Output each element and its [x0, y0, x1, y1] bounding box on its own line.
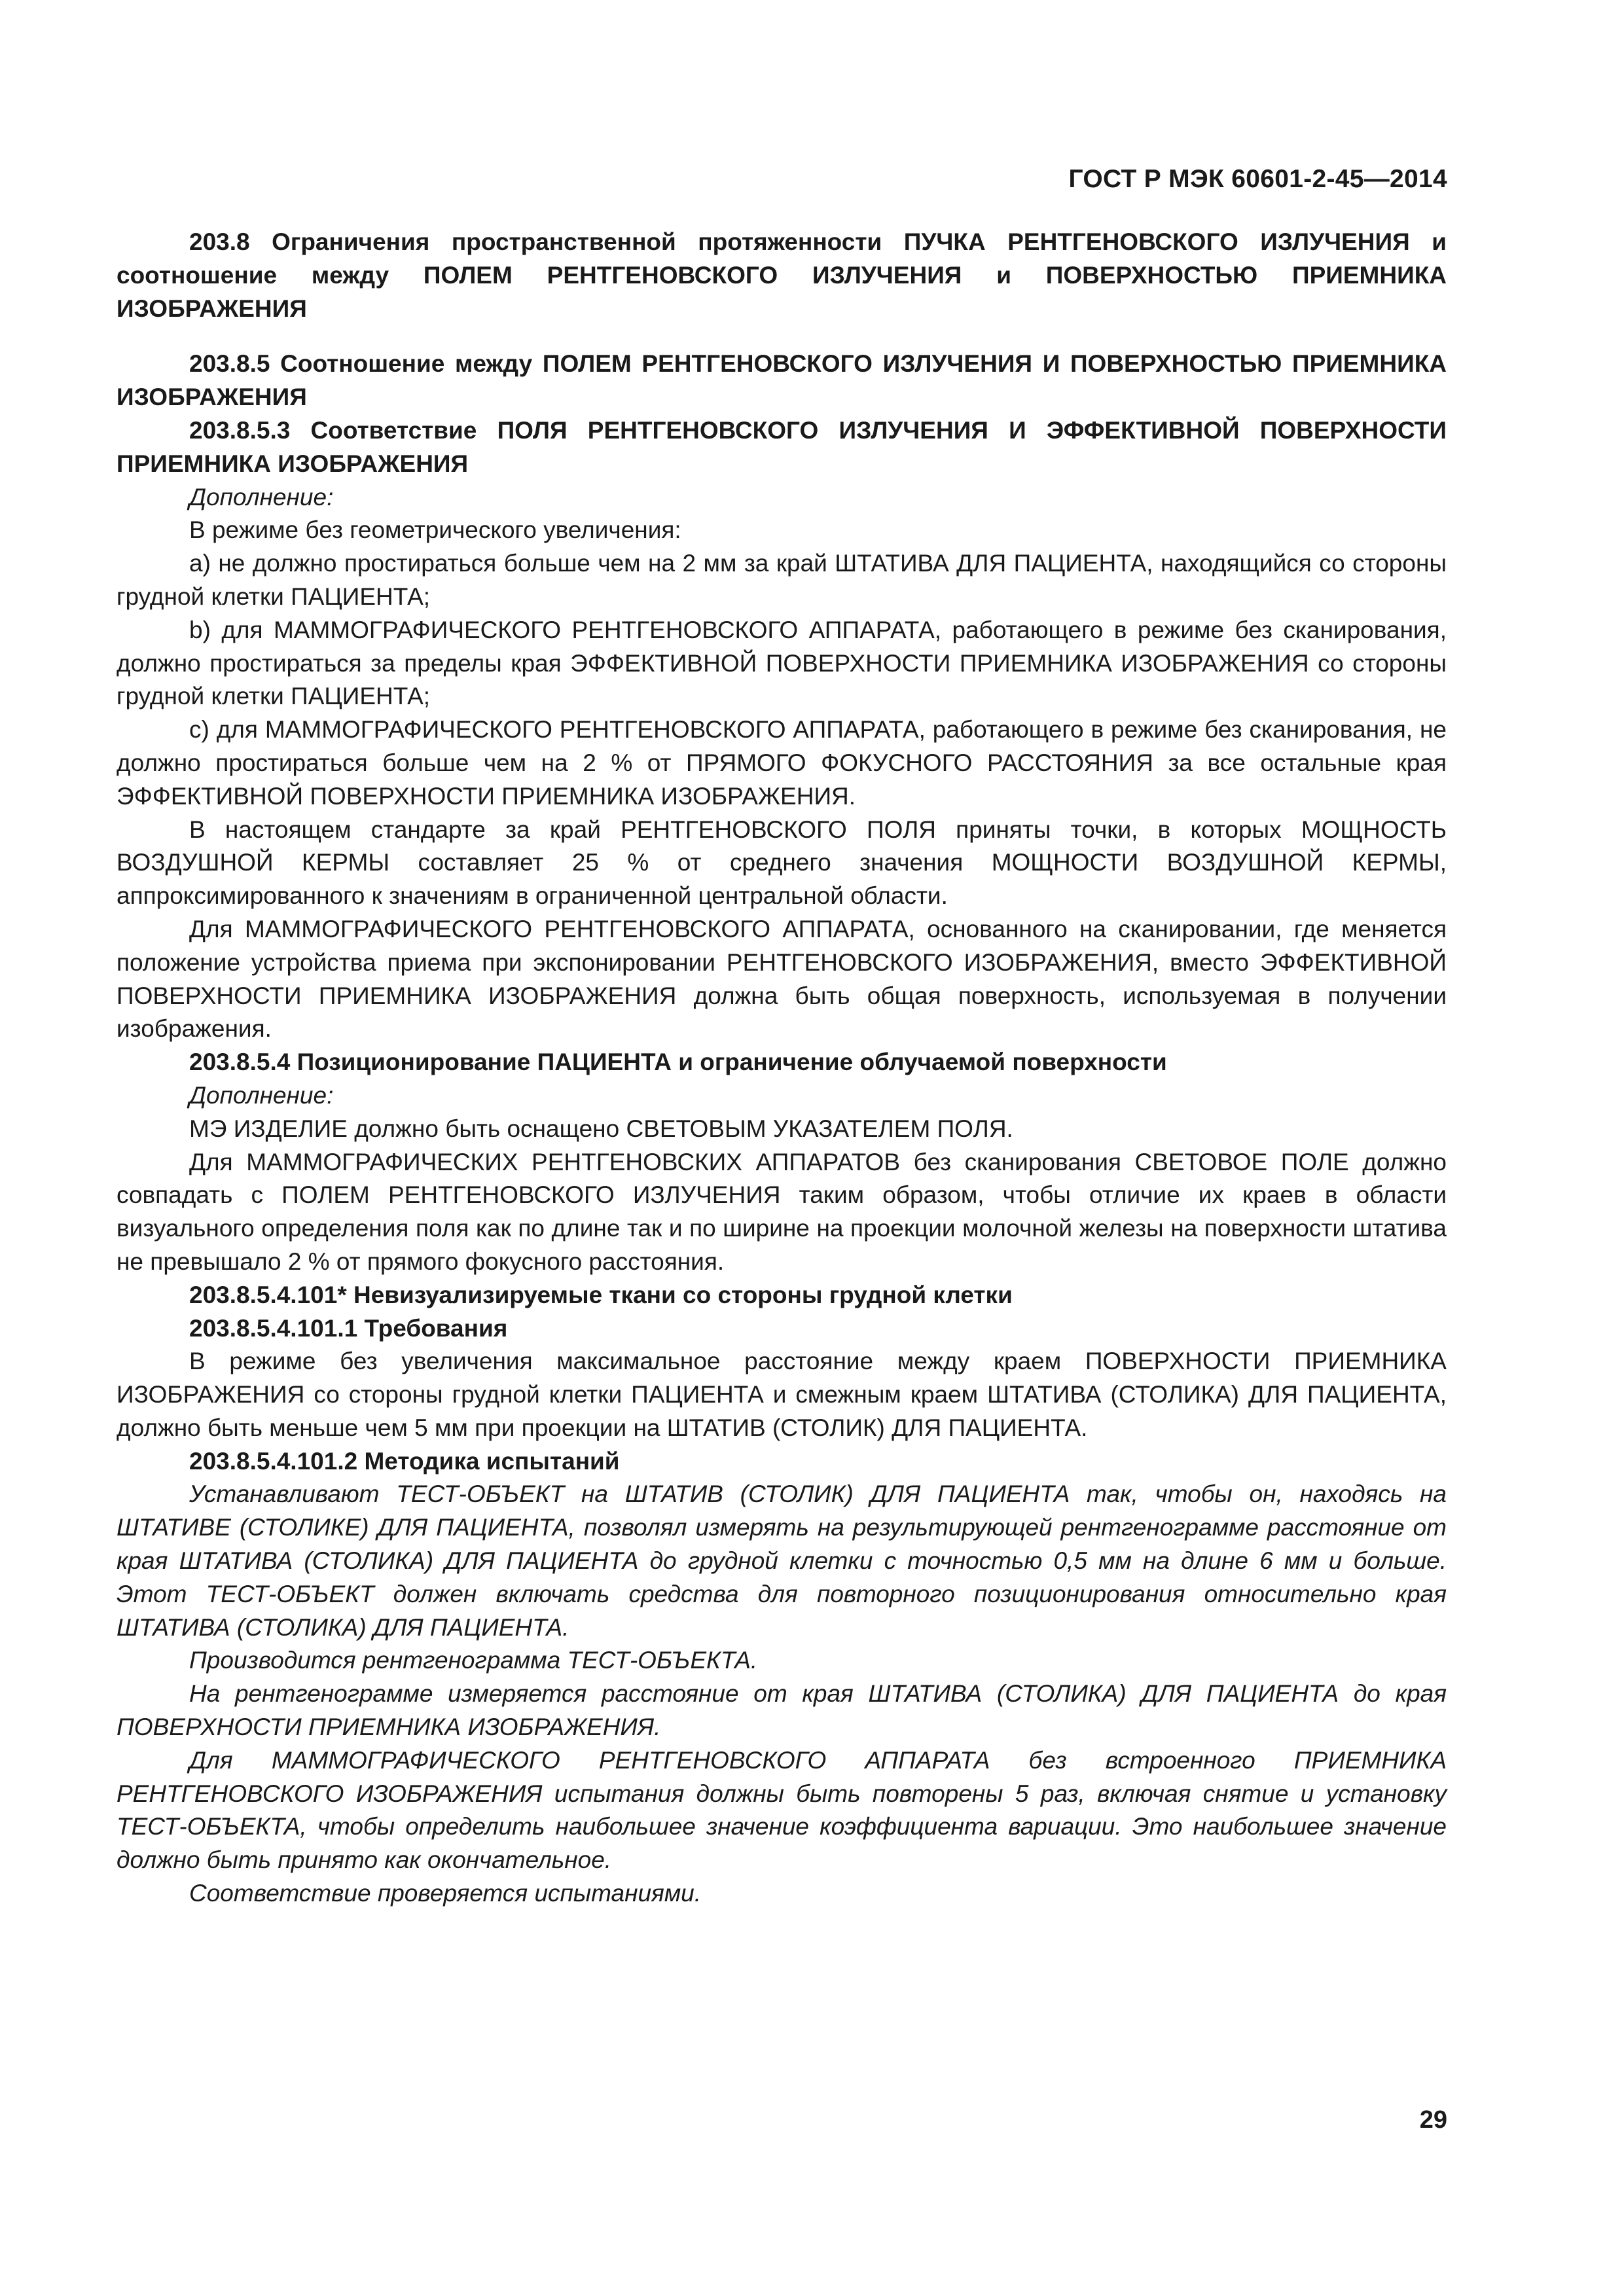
- body-paragraph: Для МАММОГРАФИЧЕСКИХ РЕНТГЕНОВСКИХ АППАРАТОВ без сканирования СВЕТОВОЕ ПОЛЕ должно совпадать с ПОЛЕМ РЕНТГЕНОВСКОГО ИЗЛУЧЕНИЯ таким образом, чтобы отличие их краев в области визуального определения поля как по длине так и по ширине на проекции молочной железы на поверхности штатива не превышало 2 % от прямого фокусного расстояния.: [117, 1148, 1447, 1275]
- test-method-paragraph: Для МАММОГРАФИЧЕСКОГО РЕНТГЕНОВСКОГО АППАРАТА без встроенного ПРИЕМНИКА РЕНТГЕНОВСКОГО ИЗОБРАЖЕНИЯ испытания должны быть повторены 5 раз, включая снятие и установку ТЕСТ-ОБЪЕКТА, чтобы определить наибольшее значение коэффициента вариации. Это наибольшее значение должно быть принято как окончательное.: [117, 1746, 1447, 1874]
- heading-203-8-5: 203.8.5 Соотношение между ПОЛЕМ РЕНТГЕНОВСКОГО ИЗЛУЧЕНИЯ И ПОВЕРХНОСТЬЮ ПРИЕМНИКА ИЗОБРАЖЕНИЯ: [117, 350, 1447, 411]
- list-item-a: а) не должно простираться больше чем на 2 мм за край ШТАТИВА ДЛЯ ПАЦИЕНТА, находящийся со стороны грудной клетки ПАЦИЕНТА;: [117, 550, 1447, 610]
- addition-label: Дополнение:: [189, 1081, 334, 1109]
- body-paragraph: В режиме без геометрического увеличения:: [189, 516, 681, 544]
- heading-203-8-5-3: 203.8.5.3 Соответствие ПОЛЯ РЕНТГЕНОВСКОГО ИЗЛУЧЕНИЯ И ЭФФЕКТИВНОЙ ПОВЕРХНОСТИ ПРИЕМНИКА ИЗОБРАЖЕНИЯ: [117, 416, 1447, 477]
- addition-label: Дополнение:: [189, 483, 334, 511]
- heading-203-8-5-4: 203.8.5.4 Позиционирование ПАЦИЕНТА и ограничение облучаемой поверхности: [189, 1049, 1167, 1076]
- test-method-paragraph: На рентгенограмме измеряется расстояние от края ШТАТИВА (СТОЛИКА) ДЛЯ ПАЦИЕНТА до края ПОВЕРХНОСТИ ПРИЕМНИКА ИЗОБРАЖЕНИЯ.: [117, 1680, 1447, 1741]
- compliance-statement: Соответствие проверяется испытаниями.: [189, 1880, 702, 1907]
- body-paragraph: В режиме без увеличения максимальное расстояние между краем ПОВЕРХНОСТИ ПРИЕМНИКА ИЗОБРАЖЕНИЯ со стороны грудной клетки ПАЦИЕНТА и смежным краем ШТАТИВА (СТОЛИКА) ДЛЯ ПАЦИЕНТА, должно быть меньше чем 5 мм при проекции на ШТАТИВ (СТОЛИК) ДЛЯ ПАЦИЕНТА.: [117, 1348, 1447, 1441]
- page-number: 29: [1419, 2106, 1447, 2134]
- standard-designation: ГОСТ Р МЭК 60601-2-45—2014: [1068, 165, 1447, 193]
- test-method-paragraph: Производится рентгенограмма ТЕСТ-ОБЪЕКТА.: [189, 1647, 758, 1674]
- document-body: [117, 226, 1447, 1910]
- body-paragraph: В настоящем стандарте за край РЕНТГЕНОВСКОГО ПОЛЯ приняты точки, в которых МОЩНОСТЬ ВОЗДУШНОЙ КЕРМЫ составляет 25 % от среднего значения МОЩНОСТИ ВОЗДУШНОЙ КЕРМЫ, аппроксимированного к значениям в ограниченной центральной области.: [117, 816, 1447, 910]
- list-item-b: b) для МАММОГРАФИЧЕСКОГО РЕНТГЕНОВСКОГО АППАРАТА, работающего в режиме без сканирования, должно простираться за пределы края ЭФФЕКТИВНОЙ ПОВЕРХНОСТИ ПРИЕМНИКА ИЗОБРАЖЕНИЯ со стороны грудной клетки ПАЦИЕНТА;: [117, 616, 1447, 710]
- heading-203-8-5-4-101-2: 203.8.5.4.101.2 Методика испытаний: [189, 1447, 620, 1475]
- body-paragraph: МЭ ИЗДЕЛИЕ должно быть оснащено СВЕТОВЫМ УКАЗАТЕЛЕМ ПОЛЯ.: [189, 1115, 1013, 1142]
- body-paragraph: Для МАММОГРАФИЧЕСКОГО РЕНТГЕНОВСКОГО АППАРАТА, основанного на сканировании, где меняется положение устройства приема при экспонировании РЕНТГЕНОВСКОГО ИЗОБРАЖЕНИЯ, вместо ЭФФЕКТИВНОЙ ПОВЕРХНОСТИ ПРИЕМНИКА ИЗОБРАЖЕНИЯ должна быть общая поверхность, используемая в получении изображения.: [117, 915, 1447, 1043]
- list-item-c: c) для МАММОГРАФИЧЕСКОГО РЕНТГЕНОВСКОГО АППАРАТА, работающего в режиме без сканирования, не должно простираться больше чем на 2 % от ПРЯМОГО ФОКУСНОГО РАССТОЯНИЯ за все остальные края ЭФФЕКТИВНОЙ ПОВЕРХНОСТИ ПРИЕМНИКА ИЗОБРАЖЕНИЯ.: [117, 716, 1447, 810]
- heading-203-8-5-4-101: 203.8.5.4.101* Невизуализируемые ткани со стороны грудной клетки: [189, 1281, 1013, 1308]
- heading-203-8: 203.8 Ограничения пространственной протяженности ПУЧКА РЕНТГЕНОВСКОГО ИЗЛУЧЕНИЯ и соотношение между ПОЛЕМ РЕНТГЕНОВСКОГО ИЗЛУЧЕНИЯ и ПОВЕРХНОСТЬЮ ПРИЕМНИКА ИЗОБРАЖЕНИЯ: [117, 228, 1447, 322]
- test-method-paragraph: Устанавливают ТЕСТ-ОБЪЕКТ на ШТАТИВ (СТОЛИК) ДЛЯ ПАЦИЕНТА так, чтобы он, находясь на ШТАТИВЕ (СТОЛИКЕ) ДЛЯ ПАЦИЕНТА, позволял измерять на результирующей рентгенограмме расстояние от края ШТАТИВА (СТОЛИКА) ДЛЯ ПАЦИЕНТА до грудной клетки с точностью 0,5 мм на длине 6 мм и больше. Этот ТЕСТ-ОБЪЕКТ должен включать средства для повторного позиционирования относительно края ШТАТИВА (СТОЛИКА) ДЛЯ ПАЦИЕНТА.: [117, 1480, 1447, 1641]
- heading-203-8-5-4-101-1: 203.8.5.4.101.1 Требования: [189, 1314, 508, 1342]
